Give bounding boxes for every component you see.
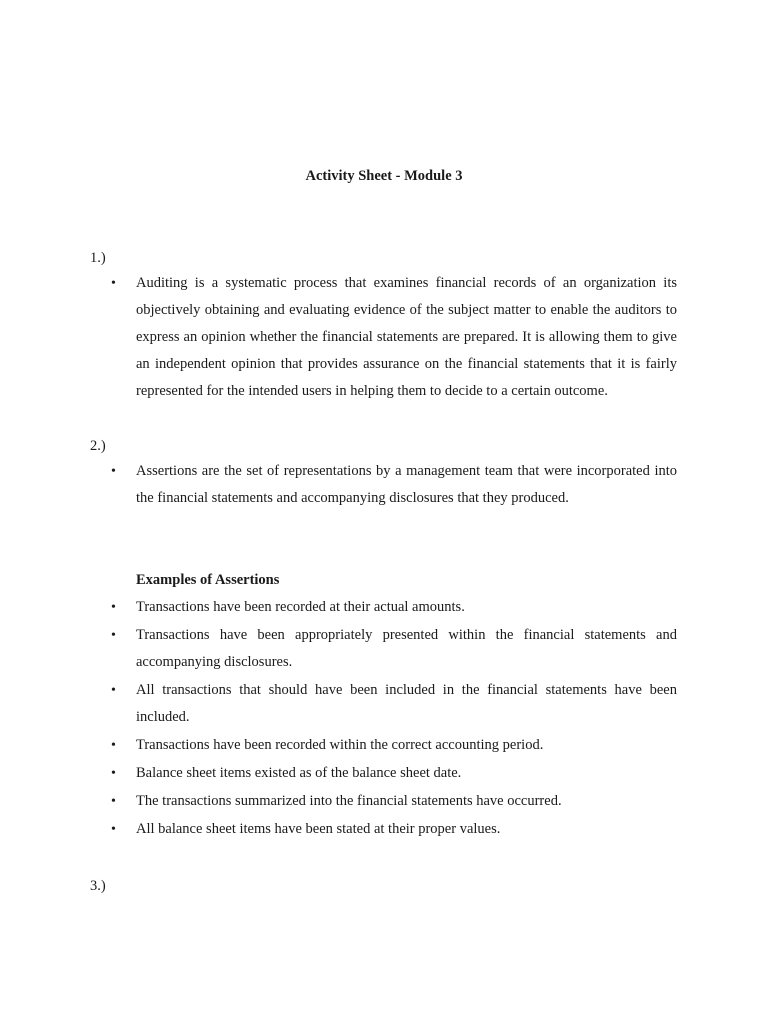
list-item (110, 594, 677, 621)
list-item-text: The transactions summarized into the financial statements have occurred. (136, 793, 562, 809)
examples-list (110, 594, 677, 844)
section-1-paragraph-text: Auditing is a systematic process that examines financial records of an organization its objectively obtaining and evaluating evidence of the subject matter to enable the auditors to express an opinion whether the financial statements are prepared. It is allowing them to give an independent opinion that provides assurance on the financial statements that it is fairly represented for the intended users in helping them to decide to a certain outcome. (136, 275, 677, 399)
bullet-icon: • (111, 738, 116, 753)
list-item-text: All balance sheet items have been stated at their proper values. (136, 821, 501, 837)
section-2-bullets (110, 458, 677, 512)
examples-subheading: Examples of Assertions (136, 572, 280, 588)
list-item-text: Transactions have been recorded within the correct accounting period. (136, 737, 544, 753)
list-item (110, 622, 677, 676)
bullet-icon: • (111, 822, 116, 837)
bullet-icon: • (111, 276, 116, 291)
page-title: Activity Sheet - Module 3 (305, 168, 463, 184)
bullet-icon: • (111, 683, 116, 698)
bullet-icon: • (111, 464, 116, 479)
section-number-3: 3.) (90, 878, 106, 894)
list-item-text: Transactions have been appropriately presented within the financial statements and accompanying disclosures. (136, 627, 677, 670)
list-item-text: All transactions that should have been included in the financial statements have been included. (136, 682, 677, 725)
list-item-text: Transactions have been recorded at their actual amounts. (136, 599, 465, 615)
section-number-1: 1.) (90, 250, 106, 266)
section-2-paragraph-text: Assertions are the set of representations by a management team that were incorporated into the financial statements and accompanying disclosures that they produced. (136, 463, 677, 506)
list-item-text: Balance sheet items existed as of the balance sheet date. (136, 765, 462, 781)
section-1-paragraph (110, 270, 677, 405)
section-2-paragraph (110, 458, 677, 512)
list-item (110, 816, 677, 843)
list-item (110, 760, 677, 787)
list-item (110, 732, 677, 759)
bullet-icon: • (111, 794, 116, 809)
section-number-2: 2.) (90, 438, 106, 454)
list-item (110, 788, 677, 815)
bullet-icon: • (111, 628, 116, 643)
bullet-icon: • (111, 600, 116, 615)
list-item (110, 677, 677, 731)
section-1-bullets (110, 270, 677, 405)
bullet-icon: • (111, 766, 116, 781)
